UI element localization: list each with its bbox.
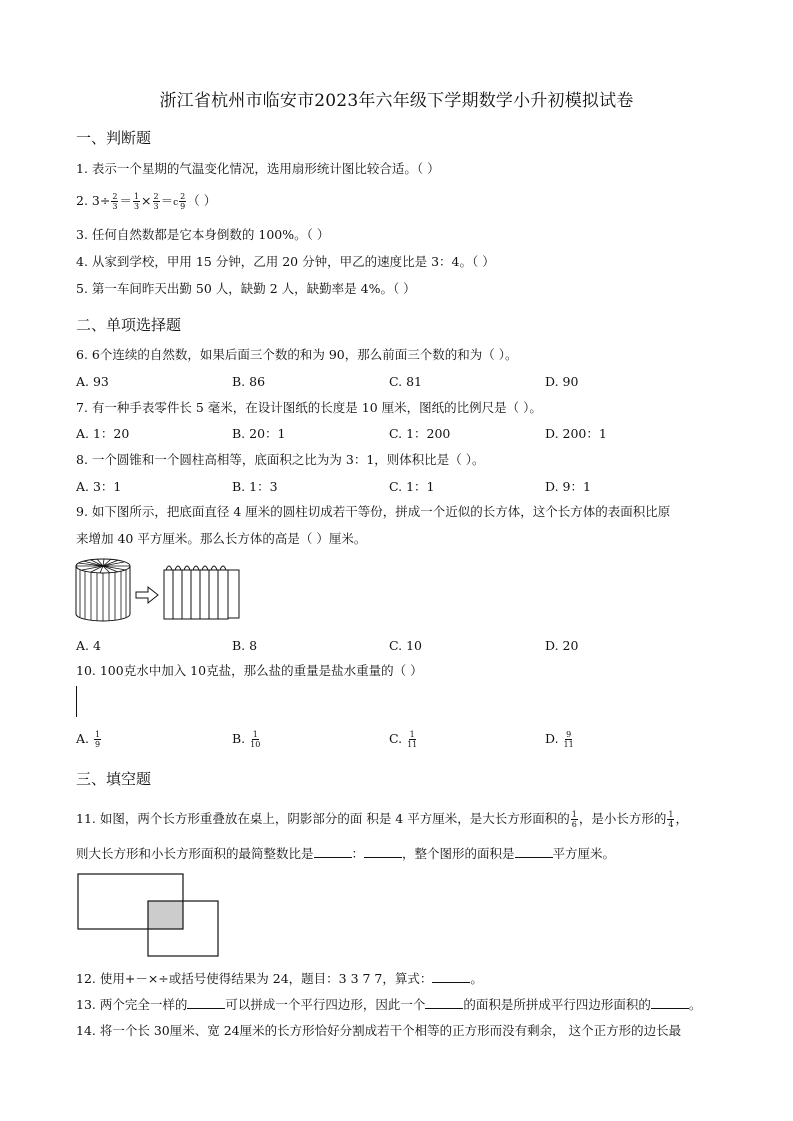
question-10: 10. 100克水中加入 10克盐，那么盐的重量是盐水重量的（ ）	[76, 663, 423, 678]
question-14: 14. 将一个长 30厘米、宽 24厘米的长方形恰好分割成若干个相等的正方形而没有剩余， 这个正方形的边长最	[76, 1023, 682, 1038]
question-12: 12. 使用+－×÷或括号使得结果为 24，题目：3 3 7 7，算式： 。	[76, 971, 483, 986]
question-8: 8. 一个圆锥和一个圆柱高相等，底面积之比为为 3：1，则体积比是（ ）。	[76, 452, 485, 467]
question-11-line-2: 则大长方形和小长方形面积的最简整数比是 ： ，整个图形的面积是 平方厘米。	[76, 846, 616, 861]
option-c: C. 1：200	[389, 426, 451, 441]
option-d: D. 20	[545, 638, 579, 653]
answer-blank	[432, 970, 470, 983]
question-6: 6. 6个连续的自然数，如果后面三个数的和为 90，那么前面三个数的和为（ ）。	[76, 347, 518, 362]
question-1: 1. 表示一个星期的气温变化情况，选用扇形统计图比较合适。（ ）	[76, 161, 440, 176]
option-a: A. 1：20	[76, 426, 130, 441]
option-b: B. 86	[232, 374, 266, 389]
option-a: A. 4	[76, 638, 101, 653]
option-a: A. 93	[76, 374, 109, 389]
option-a: A. 3：1	[76, 479, 122, 494]
cylinder-figure	[76, 559, 130, 621]
answer-blank	[515, 845, 553, 858]
section-heading-choice: 二、单项选择题	[76, 316, 182, 334]
option-b: B. 20：1	[232, 426, 286, 441]
fraction: $\frac{1}{4}$	[668, 810, 674, 829]
option-c: C. 1：1	[389, 479, 435, 494]
cuboid-figure	[164, 566, 239, 619]
option-a: A. $\frac{1}{9}$	[76, 730, 101, 749]
option-c: C. $\frac{1}{11}$	[389, 730, 418, 749]
question-3: 3. 任何自然数都是它本身倒数的 100%。（ ）	[76, 227, 330, 242]
question-5: 5. 第一车间昨天出勤 50 人，缺勤 2 人，缺勤率是 4%。（ ）	[76, 281, 416, 296]
fraction: $\frac{1}{10}$	[250, 730, 261, 749]
question-13: 13. 两个完全一样的 可以拼成一个平行四边形，因此一个 的面积是所拼成平行四边形面积的 。	[76, 997, 702, 1012]
fraction: $\frac{1}{9}$	[95, 730, 101, 749]
answer-blank	[364, 845, 402, 858]
fraction: $\frac{1}{3}$	[133, 192, 140, 211]
fraction: $\frac{9}{11}$	[563, 730, 574, 749]
option-c: C. 10	[389, 638, 422, 653]
fraction: $\frac{2}{3}$	[153, 192, 159, 211]
fraction: $\frac{1}{6}$	[571, 810, 577, 829]
section-heading-fill-blank: 三、填空题	[76, 770, 152, 788]
arrow-right-icon	[136, 587, 158, 603]
vertical-mark	[76, 686, 77, 717]
question-9-line-1: 9. 如下图所示，把底面直径 4 厘米的圆柱切成若干等份，拼成一个近似的长方体，这个长方体的表面积比原	[76, 504, 671, 519]
question-7: 7. 有一种手表零件长 5 毫米，在设计图纸的长度是 10 厘米，图纸的比例尺是（ ）。	[76, 400, 542, 415]
option-d: D. 9：1	[545, 479, 591, 494]
option-b: B. 8	[232, 638, 258, 653]
shaded-overlap	[148, 901, 183, 929]
answer-blank	[425, 996, 463, 1009]
question-11-line-1: 11. 如图，两个长方形重叠放在桌上，阴影部分的面 积是 4 平方厘米，是大长方形面积的 $\frac{1}{6}$ ，是小长方形的 $\frac{1}{4}$ ，	[76, 810, 688, 829]
option-b: B. $\frac{1}{10}$	[232, 730, 261, 749]
option-c: C. 81	[389, 374, 422, 389]
question-2: 2. 3÷ $\frac{2}{3}$ ＝ $\frac{1}{3}$ × $\frac{2}{3}$ ＝c $\frac{2}{9}$ （ ）	[76, 192, 217, 211]
fraction: $\frac{2}{9}$	[180, 192, 186, 211]
option-d: D. $\frac{9}{11}$	[545, 730, 574, 749]
answer-blank	[314, 845, 352, 858]
option-d: D. 90	[545, 374, 579, 389]
question-9-line-2: 来增加 40 平方厘米。那么长方体的高是（ ）厘米。	[76, 531, 367, 546]
cylinder-cut-figure	[74, 558, 244, 624]
fraction: $\frac{1}{11}$	[407, 730, 418, 749]
question-4: 4. 从家到学校，甲用 15 分钟，乙用 20 分钟，甲乙的速度比是 3：4。（ ）	[76, 254, 495, 269]
overlapping-rectangles-figure	[76, 872, 222, 958]
section-heading-judgement: 一、判断题	[76, 129, 152, 147]
option-d: D. 200：1	[545, 426, 607, 441]
option-b: B. 1：3	[232, 479, 278, 494]
page-title: 浙江省杭州市临安市2023年六年级下学期数学小升初模拟试卷	[159, 91, 634, 111]
answer-blank	[651, 996, 689, 1009]
fraction: $\frac{2}{3}$	[112, 192, 118, 211]
answer-blank	[187, 996, 225, 1009]
